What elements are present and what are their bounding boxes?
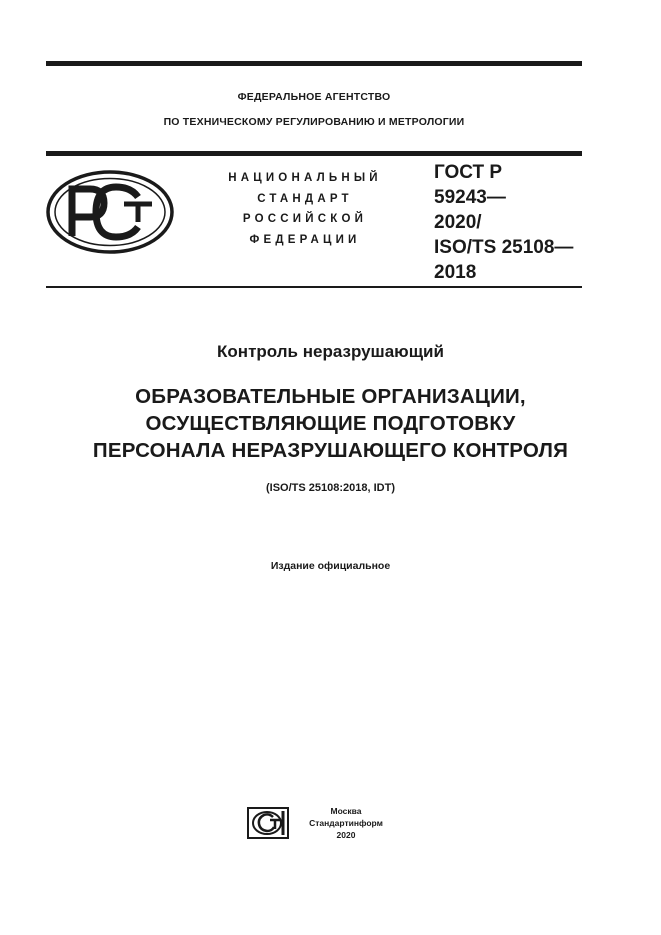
designation-line-1: ГОСТ Р (434, 162, 503, 183)
national-standard-line-3: РОССИЙСКОЙ (242, 213, 368, 225)
agency-line-1: ФЕДЕРАЛЬНОЕ АГЕНТСТВО (237, 91, 391, 103)
national-standard-line-2: СТАНДАРТ (257, 193, 353, 205)
top-rule (46, 61, 582, 66)
document-subject: Контроль неразрушающий (217, 342, 444, 361)
iso-reference: (ISO/TS 25108:2018, IDT) (266, 482, 395, 494)
publisher-imprint (296, 805, 396, 841)
header-rule (46, 151, 582, 156)
standartinform-logo-icon (247, 807, 289, 839)
document-title (0, 383, 661, 464)
designation-line-3: 2020/ (434, 212, 482, 233)
publisher-name: Стандартинформ (309, 818, 383, 828)
title-line-2: ОСУЩЕСТВЛЯЮЩИЕ ПОДГОТОВКУ (145, 412, 516, 435)
standard-designation (434, 160, 584, 285)
designation-line-2: 59243— (434, 187, 506, 208)
gost-r-certification-mark-icon (46, 170, 174, 254)
publication-year: 2020 (336, 830, 356, 840)
designation-line-5: 2018 (434, 262, 477, 283)
standard-block-rule (46, 286, 582, 288)
national-standard-line-4: ФЕДЕРАЦИИ (249, 234, 361, 246)
agency-line-2: ПО ТЕХНИЧЕСКОМУ РЕГУЛИРОВАНИЮ И МЕТРОЛОГИИ (163, 116, 465, 128)
edition-label: Издание официальное (270, 560, 391, 572)
designation-line-4: ISO/TS 25108— (434, 237, 574, 258)
national-standard-line-1: НАЦИОНАЛЬНЫЙ (228, 172, 382, 184)
title-line-3: ПЕРСОНАЛА НЕРАЗРУШАЮЩЕГО КОНТРОЛЯ (92, 439, 569, 462)
publisher-city: Москва (330, 806, 362, 816)
title-line-1: ОБРАЗОВАТЕЛЬНЫЕ ОРГАНИЗАЦИИ, (135, 385, 526, 408)
